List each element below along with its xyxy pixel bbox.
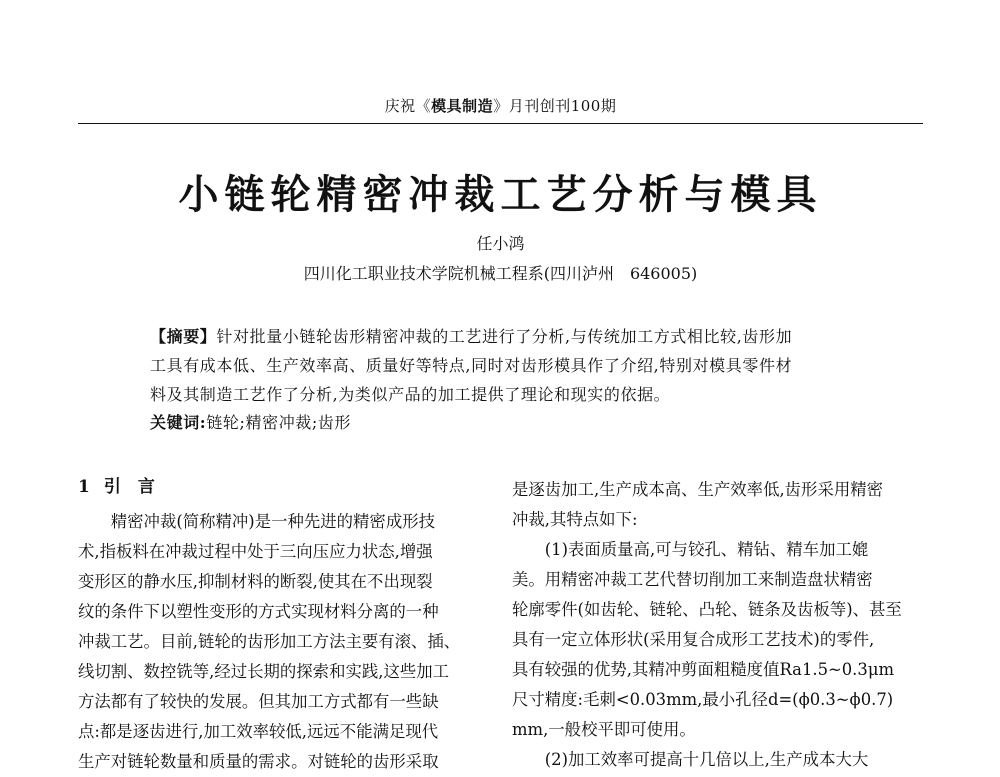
body-line: 术,指板料在冲裁过程中处于三向压应力状态,增强 <box>78 542 433 561</box>
body-line: 美。用精密冲裁工艺代替切削加工来制造盘状精密 <box>512 570 873 589</box>
header-suffix: 》月刊创刊100期 <box>493 97 617 115</box>
body-line: 变形区的静水压,抑制材料的断裂,使其在不出现裂 <box>78 572 433 591</box>
header-prefix: 庆祝《 <box>384 97 432 115</box>
author-affiliation: 四川化工职业技术学院机械工程系(四川泸州 646005) <box>303 264 698 283</box>
keywords-text: 链轮;精密冲裁;齿形 <box>206 413 352 432</box>
abstract-label: 【摘要】 <box>150 327 217 346</box>
body-line: (1)表面质量高,可与铰孔、精钻、精车加工媲 <box>512 540 869 559</box>
body-line: 精密冲裁(简称精冲)是一种先进的精密成形技 <box>78 512 435 531</box>
abstract-line: 【摘要】针对批量小链轮齿形精密冲裁的工艺进行了分析,与传统加工方式相比较,齿形加 <box>150 327 793 346</box>
body-line: 生产对链轮数量和质量的需求。对链轮的齿形采取 <box>78 752 439 771</box>
journal-name: 模具制造 <box>431 97 494 115</box>
body-line: 具有一定立体形状(采用复合成形工艺技术)的零件, <box>512 630 875 649</box>
right-column <box>512 475 924 775</box>
body-line: 冲裁工艺。目前,链轮的齿形加工方法主要有滚、插、 <box>78 632 461 651</box>
left-column <box>78 475 490 777</box>
body-line: 线切割、数控铣等,经过长期的探索和实践,这些加工 <box>78 662 450 681</box>
body-line: 尺寸精度:毛刺<0.03mm,最小孔径d=(ϕ0.3~ϕ0.7) <box>512 690 894 709</box>
body-line: 纹的条件下以塑性变形的方式实现材料分离的一种 <box>78 602 439 621</box>
abstract-line: 工具有成本低、生产效率高、质量好等特点,同时对齿形模具作了介绍,特别对模具零件材 <box>150 356 793 375</box>
body-line: mm,一般校平即可使用。 <box>512 720 696 739</box>
body-line: 是逐齿加工,生产成本高、生产效率低,齿形采用精密 <box>512 480 884 499</box>
body-line: 具有较强的优势,其精冲剪面粗糙度值Ra1.5~0.3μm <box>512 660 895 679</box>
abstract-line: 料及其制造工艺作了分析,为类似产品的加工提供了理论和现实的依据。 <box>150 385 671 404</box>
body-line: 点:都是逐齿进行,加工效率较低,远远不能满足现代 <box>78 722 439 741</box>
body-line: 冲裁,其特点如下: <box>512 510 638 529</box>
header-rule <box>78 123 923 124</box>
author-name: 任小鸿 <box>476 234 525 253</box>
running-header <box>78 95 923 115</box>
body-line: (2)加工效率可提高十几倍以上,生产成本大大 <box>512 750 869 769</box>
keywords-label: 关键词: <box>150 413 207 432</box>
section-title: 引 言 <box>103 477 155 497</box>
keywords <box>150 412 855 434</box>
section-number: 1 <box>78 477 90 497</box>
body-line: 方法都有了较快的发展。但其加工方式都有一些缺 <box>78 692 439 711</box>
section-heading <box>78 475 490 507</box>
paper-title: 小链轮精密冲裁工艺分析与模具 <box>178 171 823 218</box>
abstract <box>150 322 855 409</box>
body-line: 轮廓零件(如齿轮、链轮、凸轮、链条及齿板等)、甚至 <box>512 600 902 619</box>
